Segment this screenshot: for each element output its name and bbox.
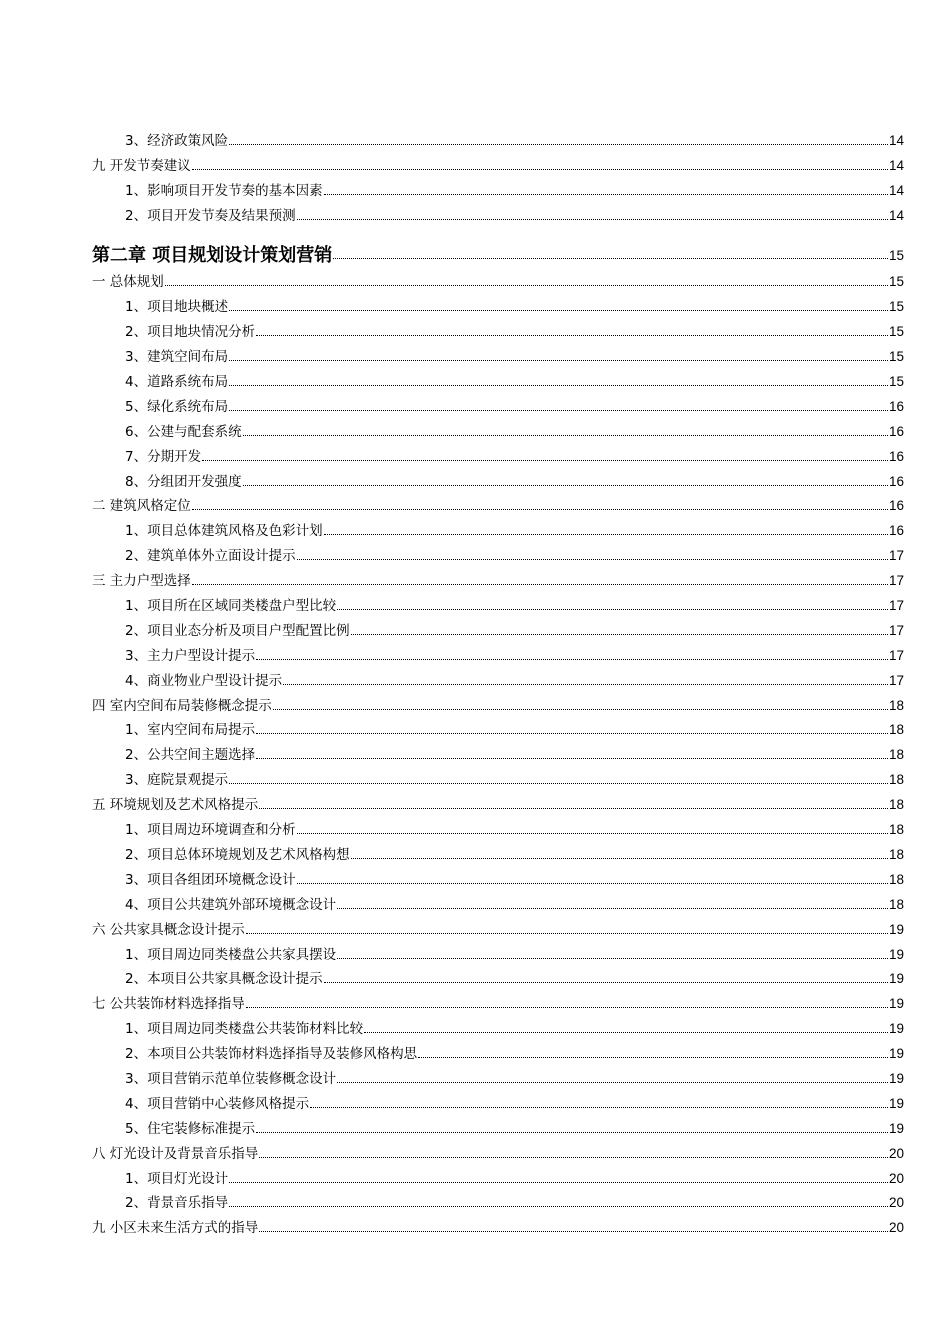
toc-entry-label: 1、项目地块概述 xyxy=(125,299,229,316)
toc-page-number: 16 xyxy=(888,473,904,489)
toc-subsection-entry[interactable] xyxy=(92,199,904,224)
toc-page-number: 16 xyxy=(888,448,904,464)
dot-leader xyxy=(333,258,888,259)
toc-page-number: 18 xyxy=(888,747,904,763)
toc-section-entry[interactable] xyxy=(92,913,904,938)
dot-leader xyxy=(192,169,888,170)
toc-subsection-entry[interactable] xyxy=(92,290,904,315)
toc-entry-label: 6、公建与配套系统 xyxy=(125,423,242,440)
dot-leader xyxy=(297,833,888,834)
toc-entry-label: 4、商业物业户型设计提示 xyxy=(125,672,283,689)
dot-leader xyxy=(297,883,888,884)
toc-entry-label: 四 室内空间布局装修概念提示 xyxy=(92,697,272,714)
toc-page-number: 17 xyxy=(888,548,904,564)
toc-entry-label: 八 灯光设计及背景音乐指导 xyxy=(92,1145,259,1162)
dot-leader xyxy=(256,1132,888,1133)
toc-page-number: 19 xyxy=(888,1120,904,1136)
dot-leader xyxy=(229,385,888,386)
toc-subsection-entry[interactable] xyxy=(92,1087,904,1112)
toc-subsection-entry[interactable] xyxy=(92,963,904,988)
toc-entry-label: 2、建筑单体外立面设计提示 xyxy=(125,548,296,565)
toc-page-number: 17 xyxy=(888,598,904,614)
toc-subsection-entry[interactable] xyxy=(92,938,904,963)
toc-subsection-entry[interactable] xyxy=(92,365,904,390)
dot-leader xyxy=(351,634,888,635)
toc-entry-label: 五 环境规划及艺术风格提示 xyxy=(92,797,259,814)
toc-subsection-entry[interactable] xyxy=(92,124,904,149)
toc-section-entry[interactable] xyxy=(92,1211,904,1236)
toc-page-number: 14 xyxy=(888,157,904,173)
toc-subsection-entry[interactable] xyxy=(92,888,904,913)
toc-page-number: 20 xyxy=(888,1195,904,1211)
toc-page-number: 18 xyxy=(888,871,904,887)
toc-page-number: 15 xyxy=(888,349,904,365)
dot-leader xyxy=(324,534,888,535)
toc-entry-label: 3、建筑空间布局 xyxy=(125,349,229,366)
toc-subsection-entry[interactable] xyxy=(92,1112,904,1137)
toc-section-entry[interactable] xyxy=(92,149,904,174)
toc-page-number: 18 xyxy=(888,797,904,813)
dot-leader xyxy=(297,559,888,560)
toc-entry-label: 1、项目总体建筑风格及色彩计划 xyxy=(125,523,323,540)
toc-entry-label: 1、项目灯光设计 xyxy=(125,1170,229,1187)
dot-leader xyxy=(229,1182,888,1183)
toc-page-number: 19 xyxy=(888,971,904,987)
toc-page-number: 18 xyxy=(888,846,904,862)
toc-page-number: 20 xyxy=(888,1145,904,1161)
toc-subsection-entry[interactable] xyxy=(92,763,904,788)
toc-entry-label: 九 小区未来生活方式的指导 xyxy=(92,1220,259,1237)
toc-page-number: 18 xyxy=(888,722,904,738)
dot-leader xyxy=(324,982,888,983)
toc-subsection-entry[interactable] xyxy=(92,664,904,689)
toc-page-number: 16 xyxy=(888,423,904,439)
toc-subsection-entry[interactable] xyxy=(92,340,904,365)
toc-entry-label: 1、项目所在区域同类楼盘户型比较 xyxy=(125,598,337,615)
toc-page-number: 20 xyxy=(888,1220,904,1236)
toc-page-number: 19 xyxy=(888,921,904,937)
toc-entry-label: 1、项目周边环境调查和分析 xyxy=(125,822,296,839)
dot-leader xyxy=(256,733,888,734)
toc-subsection-entry[interactable] xyxy=(92,174,904,199)
toc-entry-label: 六 公共家具概念设计提示 xyxy=(92,921,245,938)
dot-leader xyxy=(229,310,888,311)
toc-page-number: 20 xyxy=(888,1170,904,1186)
toc-page-number: 15 xyxy=(888,299,904,315)
toc-subsection-entry[interactable] xyxy=(92,738,904,763)
dot-leader xyxy=(297,219,888,220)
toc-section-entry[interactable] xyxy=(92,1137,904,1162)
dot-leader xyxy=(256,758,888,759)
toc-section-entry[interactable] xyxy=(92,564,904,589)
dot-leader xyxy=(418,1057,888,1058)
toc-entry-label: 三 主力户型选择 xyxy=(92,573,191,590)
dot-leader xyxy=(229,1206,888,1207)
toc-page-number: 18 xyxy=(888,772,904,788)
toc-entry-label: 七 公共装饰材料选择指导 xyxy=(92,996,245,1013)
toc-subsection-entry[interactable] xyxy=(92,714,904,739)
toc-subsection-entry[interactable] xyxy=(92,838,904,863)
toc-entry-label: 2、背景音乐指导 xyxy=(125,1195,229,1212)
dot-leader xyxy=(256,335,888,336)
dot-leader xyxy=(229,783,888,784)
toc-subsection-entry[interactable] xyxy=(92,813,904,838)
toc-page-number: 15 xyxy=(888,274,904,290)
toc-entry-label: 1、室内空间布局提示 xyxy=(125,722,256,739)
toc-entry-label: 2、项目总体环境规划及艺术风格构想 xyxy=(125,846,350,863)
toc-entry-label: 3、庭院景观提示 xyxy=(125,772,229,789)
toc-entry-label: 2、项目业态分析及项目户型配置比例 xyxy=(125,622,350,639)
dot-leader xyxy=(246,933,888,934)
dot-leader xyxy=(364,1032,888,1033)
dot-leader xyxy=(202,460,888,461)
toc-page-number: 14 xyxy=(888,207,904,223)
toc-page-number: 17 xyxy=(888,672,904,688)
dot-leader xyxy=(273,709,888,710)
toc-subsection-entry[interactable] xyxy=(92,639,904,664)
dot-leader xyxy=(246,1007,888,1008)
toc-chapter-heading[interactable] xyxy=(92,224,904,266)
toc-subsection-entry[interactable] xyxy=(92,440,904,465)
table-of-contents xyxy=(92,124,904,1236)
toc-subsection-entry[interactable] xyxy=(92,539,904,564)
dot-leader xyxy=(337,609,888,610)
toc-subsection-entry[interactable] xyxy=(92,315,904,340)
toc-page-number: 15 xyxy=(888,374,904,390)
toc-page-number: 19 xyxy=(888,1046,904,1062)
toc-subsection-entry[interactable] xyxy=(92,863,904,888)
toc-subsection-entry[interactable] xyxy=(92,390,904,415)
toc-entry-label: 2、项目地块情况分析 xyxy=(125,324,256,341)
toc-page-number: 19 xyxy=(888,996,904,1012)
dot-leader xyxy=(229,144,888,145)
toc-entry-label: 5、住宅装修标准提示 xyxy=(125,1120,256,1137)
toc-page-number: 19 xyxy=(888,946,904,962)
dot-leader xyxy=(165,285,888,286)
toc-page-number: 16 xyxy=(888,498,904,514)
toc-subsection-entry[interactable] xyxy=(92,1187,904,1212)
dot-leader xyxy=(243,485,888,486)
toc-entry-label: 2、公共空间主题选择 xyxy=(125,747,256,764)
toc-entry-label: 2、本项目公共家具概念设计提示 xyxy=(125,971,323,988)
toc-subsection-entry[interactable] xyxy=(92,1037,904,1062)
dot-leader xyxy=(229,410,888,411)
dot-leader xyxy=(283,684,888,685)
toc-entry-label: 5、绿化系统布局 xyxy=(125,398,229,415)
toc-page-number: 16 xyxy=(888,398,904,414)
toc-page-number: 16 xyxy=(888,523,904,539)
toc-page-number: 18 xyxy=(888,896,904,912)
toc-entry-label: 3、主力户型设计提示 xyxy=(125,647,256,664)
dot-leader xyxy=(351,858,888,859)
toc-section-entry[interactable] xyxy=(92,266,904,291)
toc-entry-label: 4、道路系统布局 xyxy=(125,374,229,391)
dot-leader xyxy=(229,360,888,361)
dot-leader xyxy=(192,584,888,585)
toc-entry-label: 1、项目周边同类楼盘公共装饰材料比较 xyxy=(125,1021,364,1038)
toc-page-number: 17 xyxy=(888,622,904,638)
toc-page-number: 14 xyxy=(888,182,904,198)
dot-leader xyxy=(259,808,888,809)
toc-entry-label: 二 建筑风格定位 xyxy=(92,498,191,515)
toc-page-number: 19 xyxy=(888,1070,904,1086)
toc-entry-label: 4、项目公共建筑外部环境概念设计 xyxy=(125,896,337,913)
toc-entry-label: 3、项目各组团环境概念设计 xyxy=(125,871,296,888)
toc-entry-label: 九 开发节奏建议 xyxy=(92,157,191,174)
toc-subsection-entry[interactable] xyxy=(92,1162,904,1187)
toc-entry-label: 4、项目营销中心装修风格提示 xyxy=(125,1095,310,1112)
toc-subsection-entry[interactable] xyxy=(92,465,904,490)
dot-leader xyxy=(337,908,888,909)
toc-entry-label: 3、项目营销示范单位装修概念设计 xyxy=(125,1070,337,1087)
dot-leader xyxy=(310,1107,888,1108)
toc-page-number: 15 xyxy=(888,324,904,340)
toc-page-number: 17 xyxy=(888,573,904,589)
dot-leader xyxy=(243,435,888,436)
toc-section-entry[interactable] xyxy=(92,689,904,714)
toc-entry-label: 第二章 项目规划设计策划营销 xyxy=(92,244,333,266)
dot-leader xyxy=(324,194,888,195)
toc-section-entry[interactable] xyxy=(92,987,904,1012)
toc-subsection-entry[interactable] xyxy=(92,589,904,614)
toc-entry-label: 1、项目周边同类楼盘公共家具摆设 xyxy=(125,946,337,963)
toc-entry-label: 一 总体规划 xyxy=(92,274,164,291)
toc-page-number: 19 xyxy=(888,1021,904,1037)
toc-subsection-entry[interactable] xyxy=(92,614,904,639)
toc-page-number: 18 xyxy=(888,697,904,713)
toc-page-number: 17 xyxy=(888,647,904,663)
dot-leader xyxy=(256,659,888,660)
dot-leader xyxy=(192,509,888,510)
toc-page-number: 14 xyxy=(888,132,904,148)
toc-page-number: 15 xyxy=(888,247,904,263)
toc-entry-label: 1、影响项目开发节奏的基本因素 xyxy=(125,182,323,199)
dot-leader xyxy=(259,1157,888,1158)
dot-leader xyxy=(337,1082,888,1083)
toc-entry-label: 7、分期开发 xyxy=(125,448,202,465)
toc-section-entry[interactable] xyxy=(92,788,904,813)
toc-page-number: 18 xyxy=(888,822,904,838)
dot-leader xyxy=(337,958,888,959)
toc-entry-label: 3、经济政策风险 xyxy=(125,132,229,149)
toc-entry-label: 8、分组团开发强度 xyxy=(125,473,242,490)
toc-subsection-entry[interactable] xyxy=(92,1062,904,1087)
toc-subsection-entry[interactable] xyxy=(92,415,904,440)
dot-leader xyxy=(259,1231,888,1232)
toc-subsection-entry[interactable] xyxy=(92,1012,904,1037)
toc-section-entry[interactable] xyxy=(92,490,904,515)
toc-subsection-entry[interactable] xyxy=(92,514,904,539)
toc-page-number: 19 xyxy=(888,1095,904,1111)
toc-entry-label: 2、项目开发节奏及结果预测 xyxy=(125,207,296,224)
toc-entry-label: 2、本项目公共装饰材料选择指导及装修风格构思 xyxy=(125,1046,418,1063)
